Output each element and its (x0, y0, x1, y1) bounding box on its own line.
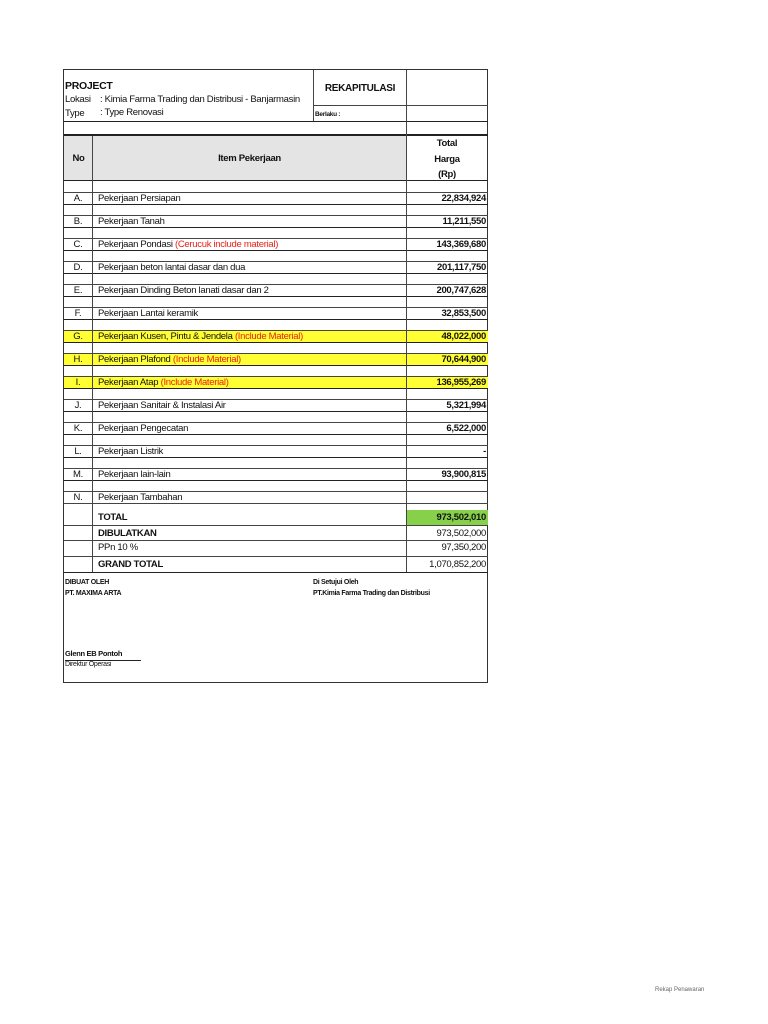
type-label: Type (65, 108, 85, 119)
row-value: 70,644,900 (441, 354, 486, 365)
row-number: B. (73, 216, 83, 227)
row-item: Pekerjaan Tanah (98, 216, 165, 227)
column-header-no: No (72, 153, 85, 164)
divider (64, 296, 488, 297)
row-value: 93,900,815 (441, 469, 486, 480)
divider (64, 227, 488, 228)
rekapitulasi-title: REKAPITULASI (324, 83, 396, 94)
lokasi-label: Lokasi (65, 94, 91, 105)
row-item: Pekerjaan Listrik (98, 446, 164, 457)
row-number: K. (73, 423, 83, 434)
divider (313, 70, 314, 121)
row-number: H. (73, 354, 83, 365)
row-number: M. (73, 469, 83, 480)
row-value: - (483, 446, 486, 457)
row-value: 32,853,500 (441, 308, 486, 319)
row-item: Pekerjaan Dinding Beton lanati dasar dan 2 (98, 285, 269, 296)
divider (64, 365, 488, 366)
row-value: 6,522,000 (446, 423, 486, 434)
row-value: 48,022,000 (441, 331, 486, 342)
divider (64, 180, 488, 181)
divider (406, 121, 407, 572)
ppn-label: PPn 10 % (98, 542, 138, 553)
signature-right-title: Di Setujui Oleh (313, 579, 359, 586)
signature-right-company: PT.Kimia Farma Trading dan Distribusi (313, 590, 430, 597)
lokasi-value: : Kimia Farma Trading dan Distribusi - Banjarmasin (100, 94, 300, 105)
divider (64, 388, 488, 389)
total-label: TOTAL (98, 512, 128, 523)
divider (64, 457, 488, 458)
row-number: I. (75, 377, 81, 388)
signature-left-name: Glenn EB Pontoh (65, 649, 123, 658)
column-header-item: Item Pekerjaan (218, 153, 281, 164)
row-value: 22,834,924 (441, 193, 486, 204)
row-number: L. (74, 446, 82, 457)
divider (64, 572, 488, 573)
divider (64, 273, 488, 274)
row-note: (Include Material) (160, 377, 229, 388)
row-number: E. (73, 285, 83, 296)
row-item: Pekerjaan Persiapan (98, 193, 181, 204)
ppn-value: 97,350,200 (441, 542, 486, 553)
rekap-sheet (63, 69, 488, 683)
divider (406, 70, 407, 121)
row-number: D. (73, 262, 83, 273)
row-value: 11,211,550 (442, 216, 486, 227)
sheet-name: Rekap Penawaran (655, 987, 705, 993)
signature-left-title: DIBUAT OLEH (65, 579, 110, 586)
row-number: A. (73, 193, 83, 204)
row-number: C. (73, 239, 83, 250)
row-value: 5,321,994 (446, 400, 486, 411)
column-header-rp: (Rp) (438, 169, 456, 180)
row-number: F. (74, 308, 82, 319)
berlaku-label: Berlaku : (315, 111, 341, 118)
row-note: (Include Material) (234, 331, 303, 342)
grand-total-value: 1,070,852,200 (429, 559, 486, 570)
divider (64, 411, 488, 412)
dibulatkan-label: DIBULATKAN (98, 528, 157, 539)
divider (64, 250, 488, 251)
divider (64, 503, 488, 504)
row-item: Pekerjaan Tambahan (98, 492, 183, 503)
row-note: (Include Material) (172, 354, 241, 365)
column-header-total: Total (436, 138, 458, 149)
divider (64, 480, 488, 481)
divider (64, 556, 488, 557)
row-item: Pekerjaan Plafond (Include Material) (98, 354, 241, 365)
divider (64, 342, 488, 343)
signature-left-company: PT. MAXIMA ARTA (65, 590, 122, 597)
divider (64, 121, 488, 122)
divider (64, 434, 488, 435)
row-item: Pekerjaan Pengecatan (98, 423, 189, 434)
row-value: 143,369,680 (436, 239, 486, 250)
divider (64, 525, 488, 526)
row-value: 200,747,628 (436, 285, 486, 296)
row-value: 201,117,750 (436, 262, 486, 273)
row-number: N. (73, 492, 83, 503)
row-item: Pekerjaan Kusen, Pintu & Jendela (Include Material) (98, 331, 303, 342)
divider (64, 540, 488, 541)
row-note: (Cerucuk include material) (175, 239, 279, 250)
row-value: 136,955,269 (436, 377, 486, 388)
divider (64, 204, 488, 205)
grand-total-label: GRAND TOTAL (98, 559, 163, 570)
type-value: : Type Renovasi (100, 107, 164, 118)
row-number: G. (73, 331, 83, 342)
row-item: Pekerjaan Pondasi (Cerucuk include material) (98, 239, 279, 250)
column-header-harga: Harga (434, 154, 460, 165)
signature-left-role: Direktur Operasi (65, 661, 112, 668)
row-number: J. (74, 400, 82, 411)
row-item: Pekerjaan Atap (Include Material) (98, 377, 229, 388)
row-item: Pekerjaan beton lantai dasar dan dua (98, 262, 246, 273)
row-item: Pekerjaan Lantai keramik (98, 308, 198, 319)
divider (64, 319, 488, 320)
divider (92, 136, 93, 572)
total-value: 973,502,010 (436, 512, 486, 523)
project-label: PROJECT (65, 80, 113, 92)
row-item: Pekerjaan Sanitair & Instalasi Air (98, 400, 226, 411)
dibulatkan-value: 973,502,000 (436, 528, 486, 539)
divider (313, 105, 488, 106)
row-item: Pekerjaan lain-lain (98, 469, 171, 480)
